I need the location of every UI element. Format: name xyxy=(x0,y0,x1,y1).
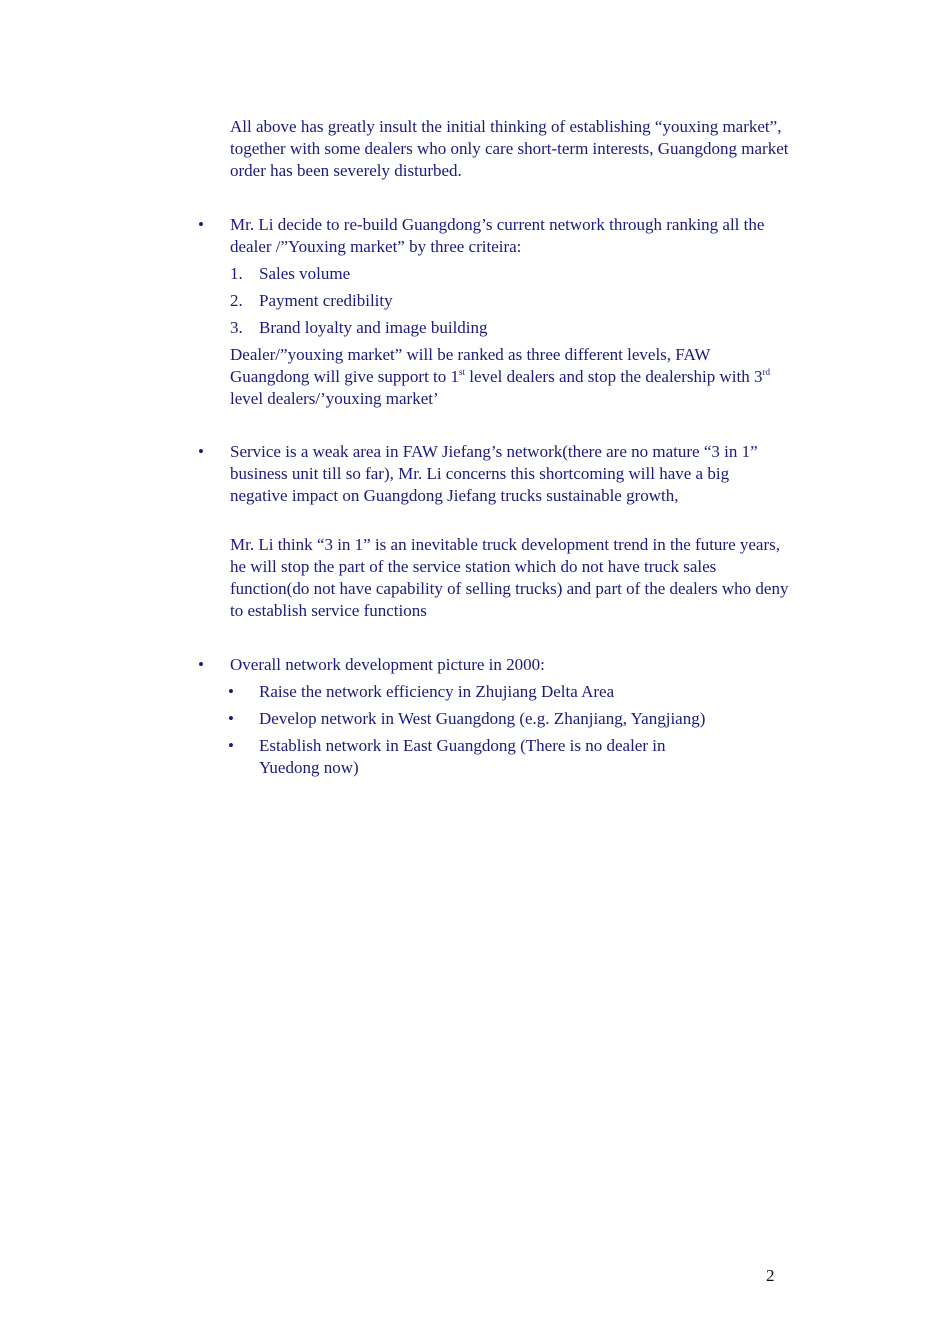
criteria-number: 3. xyxy=(230,318,243,337)
criteria-item: Sales volume xyxy=(259,264,351,283)
network-item: Establish network in East Guangdong (There is no dealer in Yuedong now) xyxy=(259,736,666,777)
network-item: Develop network in West Guangdong (e.g. Zhanjiang, Yangjiang) xyxy=(259,709,706,728)
followup-text: level dealers/’youxing market’ xyxy=(230,389,439,408)
criteria-item: Brand loyalty and image building xyxy=(259,318,488,337)
bullet-icon: • xyxy=(198,655,204,674)
bullet-icon: • xyxy=(228,709,234,728)
followup-text: level dealers and stop the dealership with 3 xyxy=(465,367,763,386)
criteria-number: 1. xyxy=(230,264,243,283)
bullet-icon: • xyxy=(228,736,234,755)
page-number: 2 xyxy=(766,1266,775,1285)
bullet-icon: • xyxy=(198,215,204,234)
superscript-rd: rd xyxy=(762,367,770,377)
section3-lead: Overall network development picture in 2000: xyxy=(230,655,545,674)
criteria-item: Payment credibility xyxy=(259,291,393,310)
section2-followup: Mr. Li think “3 in 1” is an inevitable truck development trend in the future years, he will stop the part of the service station which do not have truck sales function(do not have capability of selling trucks) and part of the dealers who deny to establish service functions xyxy=(230,535,789,620)
section2-lead: Service is a weak area in FAW Jiefang’s network(there are no mature “3 in 1” business unit till so far), Mr. Li concerns this shortcoming will have a big negative impact on Guangdong Jiefang trucks sustainable growth, xyxy=(230,442,758,505)
network-item: Raise the network efficiency in Zhujiang Delta Area xyxy=(259,682,615,701)
intro-paragraph: All above has greatly insult the initial thinking of establishing “youxing market”, together with some dealers who only care short-term interests, Guangdong market order has been severely disturbed. xyxy=(230,117,789,180)
section1-followup xyxy=(230,344,790,410)
superscript-st: st xyxy=(459,367,466,377)
criteria-number: 2. xyxy=(230,291,243,310)
bullet-icon: • xyxy=(198,442,204,461)
bullet-icon: • xyxy=(228,682,234,701)
section1-lead: Mr. Li decide to re-build Guangdong’s current network through ranking all the dealer /”Youxing market” by three criteira: xyxy=(230,215,765,256)
followup-text: Dealer/”youxing market” will be ranked as three different levels, FAW Guangdong will give support to 1 xyxy=(230,345,711,386)
